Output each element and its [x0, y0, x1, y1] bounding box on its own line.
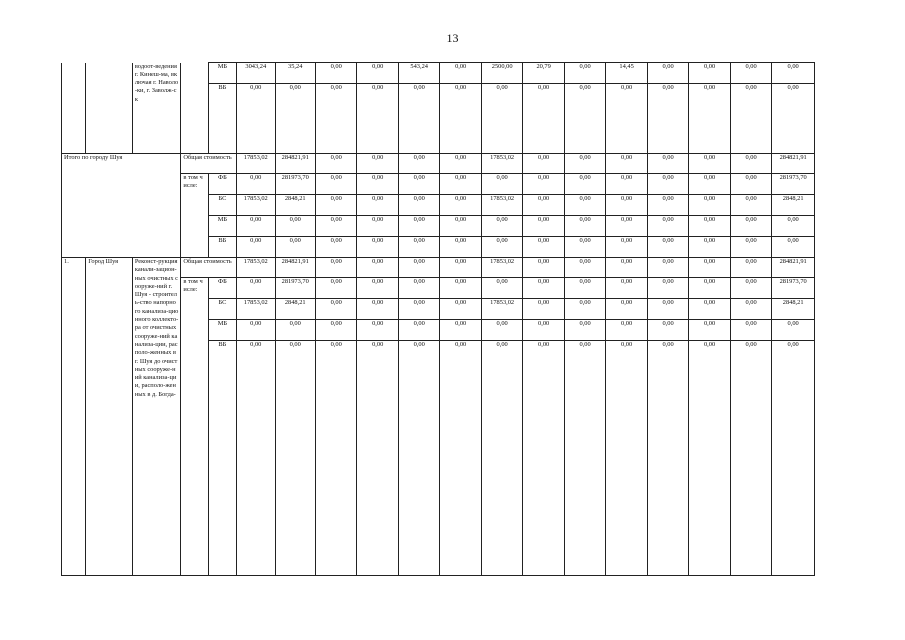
value-cell: 0,00: [357, 154, 398, 174]
value-cell: 17853,02: [237, 195, 275, 216]
value-cell: 17853,02: [481, 154, 522, 174]
value-cell: 0,00: [237, 341, 275, 576]
value-cell: 0,00: [564, 63, 605, 84]
value-cell: 0,00: [357, 278, 398, 299]
value-cell: 0,00: [606, 237, 647, 258]
value-cell: 0,00: [315, 320, 356, 341]
table-row: [62, 154, 815, 174]
value-cell: 0,00: [440, 63, 481, 84]
value-cell: 0,00: [357, 63, 398, 84]
value-cell: 0,00: [315, 299, 356, 320]
value-cell: 0,00: [357, 174, 398, 195]
value-cell: 0,00: [523, 320, 564, 341]
value-cell: 0,00: [440, 258, 481, 278]
value-cell: 0,00: [730, 216, 771, 237]
value-cell: 0,00: [772, 63, 815, 84]
value-cell: 0,00: [237, 84, 275, 154]
value-cell: 0,00: [689, 258, 730, 278]
total-cost-label-cell: Общая стоимость: [181, 154, 237, 174]
value-cell: 0,00: [523, 278, 564, 299]
in-that-label-cell: в том числе:: [181, 174, 208, 258]
value-cell: 0,00: [237, 174, 275, 195]
value-cell: 0,00: [357, 258, 398, 278]
value-cell: 0,00: [398, 216, 439, 237]
value-cell: 0,00: [481, 216, 522, 237]
value-cell: 0,00: [357, 195, 398, 216]
value-cell: 17853,02: [481, 195, 522, 216]
value-cell: 0,00: [564, 258, 605, 278]
value-cell: 0,00: [606, 299, 647, 320]
value-cell: 0,00: [481, 174, 522, 195]
funding-type-cell: БС: [208, 299, 236, 320]
value-cell: 0,00: [689, 216, 730, 237]
description-cell: водоот-ведения г. Кинеш-ма, включая г. Наволо-ки, г. Заволж-ск: [132, 63, 181, 154]
value-cell: 14,45: [606, 63, 647, 84]
value-cell: 0,00: [357, 320, 398, 341]
value-cell: 0,00: [481, 278, 522, 299]
funding-type-cell: МБ: [208, 63, 236, 84]
value-cell: 0,00: [564, 195, 605, 216]
value-cell: 0,00: [647, 84, 688, 154]
page-number: 13: [446, 31, 459, 45]
value-cell: 0,00: [689, 278, 730, 299]
value-cell: 0,00: [398, 299, 439, 320]
value-cell: 0,00: [315, 84, 356, 154]
value-cell: 0,00: [315, 258, 356, 278]
in-that-label-cell: в том числе:: [181, 278, 208, 576]
funding-type-cell: ФБ: [208, 174, 236, 195]
value-cell: 0,00: [398, 174, 439, 195]
value-cell: 0,00: [689, 237, 730, 258]
value-cell: 0,00: [606, 84, 647, 154]
value-cell: 0,00: [440, 195, 481, 216]
value-cell: 0,00: [315, 174, 356, 195]
value-cell: 0,00: [689, 320, 730, 341]
value-cell: 2848,21: [772, 195, 815, 216]
value-cell: 2848,21: [275, 299, 315, 320]
value-cell: 0,00: [315, 278, 356, 299]
value-cell: 0,00: [564, 216, 605, 237]
value-cell: 0,00: [275, 237, 315, 258]
value-cell: 0,00: [730, 154, 771, 174]
value-cell: 0,00: [730, 299, 771, 320]
city-cell: [86, 63, 133, 154]
value-cell: 0,00: [237, 278, 275, 299]
value-cell: 0,00: [315, 216, 356, 237]
value-cell: 0,00: [440, 216, 481, 237]
number-cell: 1.: [62, 258, 86, 576]
value-cell: 0,00: [237, 216, 275, 237]
value-cell: 0,00: [275, 341, 315, 576]
value-cell: 0,00: [440, 154, 481, 174]
value-cell: 0,00: [440, 278, 481, 299]
value-cell: 17853,02: [237, 258, 275, 278]
value-cell: 0,00: [357, 216, 398, 237]
value-cell: 284821,91: [275, 258, 315, 278]
value-cell: 3043,24: [237, 63, 275, 84]
value-cell: 0,00: [523, 84, 564, 154]
value-cell: 284821,91: [772, 154, 815, 174]
value-cell: 2500,00: [481, 63, 522, 84]
value-cell: 0,00: [730, 258, 771, 278]
value-cell: 0,00: [440, 320, 481, 341]
value-cell: 0,00: [689, 195, 730, 216]
value-cell: 2848,21: [275, 195, 315, 216]
value-cell: 0,00: [730, 320, 771, 341]
value-cell: 0,00: [606, 154, 647, 174]
value-cell: 0,00: [647, 174, 688, 195]
value-cell: 0,00: [440, 299, 481, 320]
value-cell: 0,00: [357, 299, 398, 320]
value-cell: 0,00: [606, 258, 647, 278]
value-cell: 0,00: [398, 341, 439, 576]
value-cell: 0,00: [357, 84, 398, 154]
value-cell: 0,00: [689, 154, 730, 174]
funding-type-cell: МБ: [208, 216, 236, 237]
value-cell: 0,00: [398, 278, 439, 299]
funding-type-cell: ВБ: [208, 237, 236, 258]
value-cell: 281973,70: [772, 278, 815, 299]
value-cell: 281973,70: [275, 278, 315, 299]
value-cell: 0,00: [275, 320, 315, 341]
value-cell: 0,00: [730, 341, 771, 576]
budget-table: [61, 62, 815, 576]
value-cell: 0,00: [315, 63, 356, 84]
value-cell: 0,00: [523, 216, 564, 237]
value-cell: 0,00: [564, 154, 605, 174]
value-cell: 281973,70: [772, 174, 815, 195]
value-cell: 0,00: [647, 320, 688, 341]
value-cell: 0,00: [237, 320, 275, 341]
value-cell: 0,00: [315, 154, 356, 174]
value-cell: 0,00: [647, 63, 688, 84]
city-cell: Город Шуя: [86, 258, 133, 576]
value-cell: 0,00: [357, 237, 398, 258]
value-cell: 17853,02: [481, 299, 522, 320]
value-cell: 281973,70: [275, 174, 315, 195]
value-cell: 0,00: [730, 278, 771, 299]
value-cell: 0,00: [564, 84, 605, 154]
value-cell: 0,00: [481, 320, 522, 341]
value-cell: 0,00: [398, 237, 439, 258]
value-cell: 0,00: [357, 341, 398, 576]
number-cell: [62, 63, 86, 154]
value-cell: 0,00: [689, 174, 730, 195]
value-cell: 0,00: [564, 299, 605, 320]
table-row: [62, 63, 815, 84]
value-cell: 0,00: [564, 341, 605, 576]
funding-type-cell: ВБ: [208, 84, 236, 154]
value-cell: 0,00: [730, 63, 771, 84]
total-cost-label-cell: Общая стоимость: [181, 258, 237, 278]
value-cell: 0,00: [647, 299, 688, 320]
table-row: [62, 258, 815, 278]
value-cell: 0,00: [647, 195, 688, 216]
value-cell: 0,00: [481, 341, 522, 576]
value-cell: 0,00: [689, 341, 730, 576]
value-cell: 0,00: [481, 84, 522, 154]
value-cell: 0,00: [315, 237, 356, 258]
value-cell: 0,00: [564, 174, 605, 195]
value-cell: 0,00: [523, 154, 564, 174]
total-label-cell: Итого по городу Шуя: [62, 154, 181, 258]
value-cell: 0,00: [523, 237, 564, 258]
value-cell: 0,00: [606, 195, 647, 216]
value-cell: 543,24: [398, 63, 439, 84]
value-cell: 284821,91: [772, 258, 815, 278]
value-cell: 0,00: [523, 195, 564, 216]
value-cell: 0,00: [606, 320, 647, 341]
value-cell: 0,00: [398, 320, 439, 341]
value-cell: 0,00: [564, 278, 605, 299]
funding-type-cell: МБ: [208, 320, 236, 341]
value-cell: 0,00: [440, 237, 481, 258]
value-cell: 0,00: [440, 174, 481, 195]
value-cell: 0,00: [730, 174, 771, 195]
value-cell: 0,00: [647, 341, 688, 576]
value-cell: 0,00: [730, 84, 771, 154]
value-cell: 0,00: [689, 84, 730, 154]
value-cell: 0,00: [730, 237, 771, 258]
value-cell: 0,00: [523, 341, 564, 576]
value-cell: 0,00: [772, 320, 815, 341]
value-cell: 0,00: [523, 258, 564, 278]
description-cell: Реконст-рукция канали-зацион-ных очистных сооруже-ний г. Шуя - строитель-ство напорного канализа-ционного коллекто-ра от очистных сооруже-ний канализа-ции, располо-женных в г. Шуя до очистных сооруже-ний канализа-ции, располо-женных в д. Богда-: [132, 258, 181, 576]
value-cell: 0,00: [689, 299, 730, 320]
value-cell: 0,00: [647, 216, 688, 237]
value-cell: 0,00: [481, 237, 522, 258]
value-cell: 0,00: [398, 258, 439, 278]
value-cell: 0,00: [440, 341, 481, 576]
value-cell: 0,00: [647, 278, 688, 299]
value-cell: 0,00: [237, 237, 275, 258]
value-cell: 2848,21: [772, 299, 815, 320]
value-cell: 0,00: [398, 84, 439, 154]
value-cell: 0,00: [523, 174, 564, 195]
value-cell: 0,00: [772, 84, 815, 154]
value-cell: 0,00: [689, 63, 730, 84]
funding-type-cell: ФБ: [208, 278, 236, 299]
value-cell: 0,00: [772, 237, 815, 258]
value-cell: 284821,91: [275, 154, 315, 174]
value-cell: 0,00: [275, 84, 315, 154]
value-cell: 17853,02: [481, 258, 522, 278]
value-cell: 0,00: [523, 299, 564, 320]
funding-type-cell: ВБ: [208, 341, 236, 576]
value-cell: 0,00: [772, 341, 815, 576]
value-cell: 17853,02: [237, 154, 275, 174]
value-cell: 0,00: [647, 154, 688, 174]
funding-type-cell: БС: [208, 195, 236, 216]
value-cell: 0,00: [440, 84, 481, 154]
value-cell: 0,00: [647, 237, 688, 258]
value-cell: 0,00: [315, 195, 356, 216]
value-cell: 0,00: [398, 154, 439, 174]
value-cell: 0,00: [606, 174, 647, 195]
value-cell: 0,00: [772, 216, 815, 237]
value-cell: 0,00: [647, 258, 688, 278]
value-cell: 0,00: [564, 320, 605, 341]
value-cell: 17853,02: [237, 299, 275, 320]
value-cell: 20,79: [523, 63, 564, 84]
value-cell: 0,00: [606, 278, 647, 299]
value-cell: 0,00: [315, 341, 356, 576]
value-cell: 0,00: [398, 195, 439, 216]
value-cell: 0,00: [730, 195, 771, 216]
value-cell: 35,24: [275, 63, 315, 84]
cost-label-cell: [181, 63, 208, 154]
value-cell: 0,00: [564, 237, 605, 258]
value-cell: 0,00: [606, 341, 647, 576]
value-cell: 0,00: [275, 216, 315, 237]
value-cell: 0,00: [606, 216, 647, 237]
